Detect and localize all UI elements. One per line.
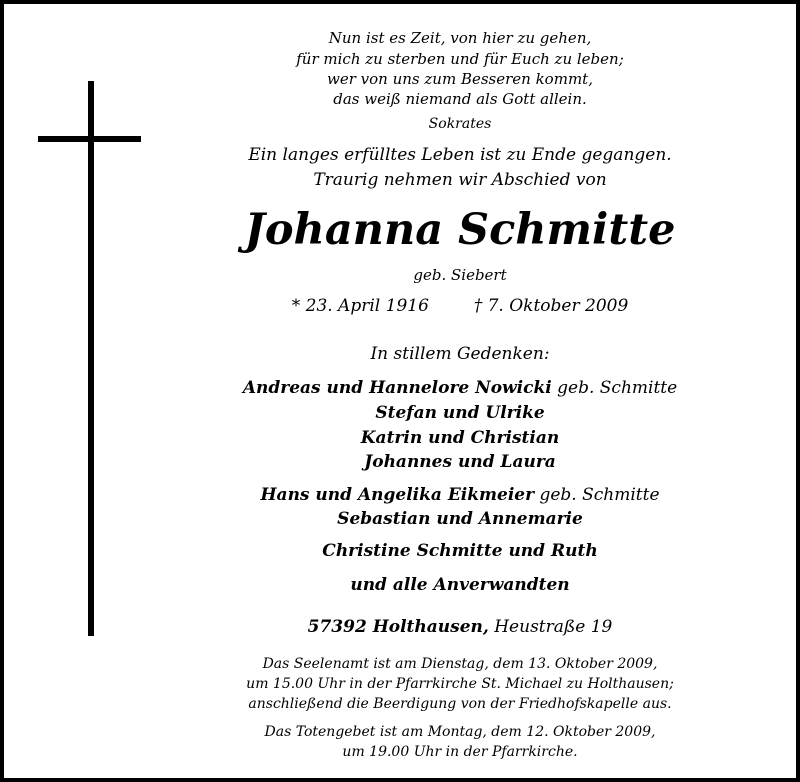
mourner-name: Christine Schmitte und Ruth <box>322 541 598 561</box>
mourner-note: geb. Schmitte <box>539 485 660 505</box>
service-line: um 15.00 Uhr in der Pfarrkirche St. Michael zu Holthausen; <box>246 676 674 692</box>
life-dates <box>200 296 720 316</box>
death-date: 7. Oktober 2009 <box>487 296 629 316</box>
notice-content <box>200 0 720 782</box>
mourner-line <box>200 452 720 472</box>
mourners-heading: In stillem Gedenken: <box>370 344 550 364</box>
service-line: Das Seelenamt ist am Dienstag, dem 13. Oktober 2009, <box>262 656 658 672</box>
address-city: 57392 Holthausen, <box>307 617 489 637</box>
mourner-name: Stefan und Ulrike <box>375 403 545 423</box>
service-line: anschließend die Beerdigung von der Friedhofskapelle aus. <box>248 696 672 712</box>
cross-icon <box>88 81 94 636</box>
intro-line: Ein langes erfülltes Leben ist zu Ende gegangen. <box>248 145 672 165</box>
service-line: Das Totengebet ist am Montag, dem 12. Oktober 2009, <box>264 724 656 740</box>
poem-line: wer von uns zum Besseren kommt, <box>327 70 593 88</box>
poem-line: das weiß niemand als Gott allein. <box>333 90 587 108</box>
death-symbol: † <box>473 296 483 316</box>
mourner-name: Hans und Angelika Eikmeier <box>260 485 535 505</box>
mourner-line <box>200 378 720 398</box>
mourner-line <box>200 509 720 529</box>
mourner-line <box>200 403 720 423</box>
address-street: Heustraße 19 <box>494 617 613 637</box>
mourner-line <box>200 485 720 505</box>
mourner-line <box>200 541 720 561</box>
poem-author: Sokrates <box>428 116 492 132</box>
mourner-name: Andreas und Hannelore Nowicki <box>242 378 552 398</box>
mourner-line <box>200 575 720 595</box>
mourner-name: und alle Anverwandten <box>350 575 570 595</box>
deceased-name: Johanna Schmitte <box>244 205 676 255</box>
mourner-name: Sebastian und Annemarie <box>337 509 583 529</box>
service-line: um 19.00 Uhr in der Pfarrkirche. <box>342 744 578 760</box>
cross-icon-bar <box>38 136 141 142</box>
mourner-note: geb. Schmitte <box>557 378 678 398</box>
birth-date: * 23. April 1916 <box>291 296 429 316</box>
maiden-name: geb. Siebert <box>413 266 507 284</box>
mourner-line <box>200 428 720 448</box>
poem-line: für mich zu sterben und für Euch zu leben; <box>296 50 624 68</box>
intro-line: Traurig nehmen wir Abschied von <box>313 170 607 190</box>
poem-line: Nun ist es Zeit, von hier zu gehen, <box>328 29 592 47</box>
address <box>200 617 720 637</box>
mourner-name: Katrin und Christian <box>360 428 560 448</box>
mourner-name: Johannes und Laura <box>364 452 556 472</box>
